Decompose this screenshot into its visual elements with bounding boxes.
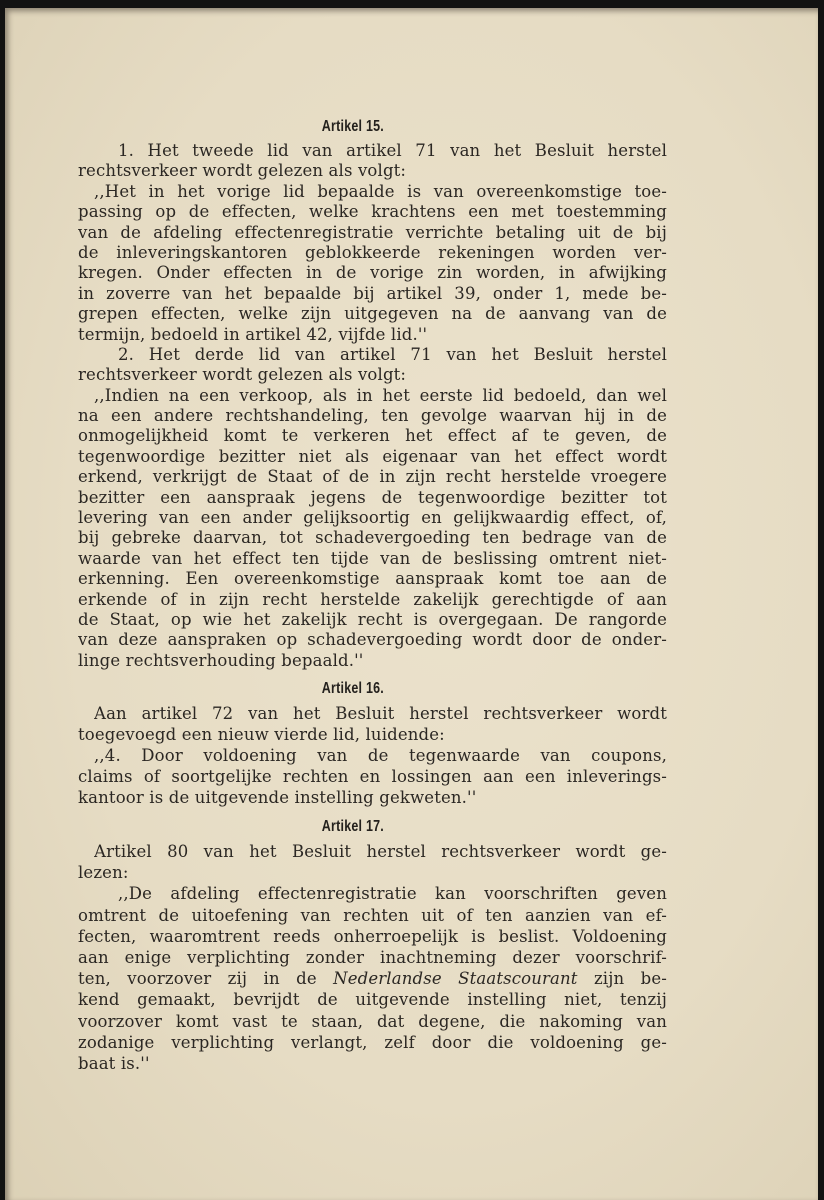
text-line: fecten, waaromtrent reeds onherroepelijk is beslist. Voldoening (78, 926, 667, 946)
text-line: tegenwoordige bezitter niet als eigenaar van het effect wordt (78, 446, 667, 466)
text-line: de inleveringskantoren geblokkeerde rekeningen worden ver- (78, 242, 667, 262)
text-line: termijn, bedoeld in artikel 42, vijfde lid.'' (78, 324, 428, 344)
text-line: onmogelijkheid komt te verkeren het effect af te geven, de (78, 426, 667, 446)
quoted-paragraph (78, 386, 667, 671)
article-heading (78, 116, 627, 136)
paragraph (78, 141, 667, 182)
text-line: Artikel 80 van het Besluit herstel rechtsverkeer wordt ge- (94, 842, 667, 861)
text-line: kend gemaakt, bevrijdt de uitgevende instelling niet, tenzij (78, 990, 667, 1010)
text-line: omtrent de uitoefening van rechten uit of ten aanzien van ef- (78, 905, 667, 925)
article-heading (78, 816, 627, 836)
text-line: erkenning. Een overeenkomstige aanspraak komt toe aan de (78, 569, 667, 589)
text-line: waarde van het effect ten tijde van de beslissing omtrent niet- (78, 548, 667, 568)
article-15 (78, 116, 667, 671)
text-line: grepen effecten, welke zijn uitgegeven na de aanvang van de (78, 304, 667, 324)
scanned-page (5, 8, 818, 1200)
article-heading-text: Artikel 16. (321, 680, 384, 697)
text-line: baat is.'' (78, 1053, 150, 1073)
text-line: 1. Het tweede lid van artikel 71 van het Besluit herstel (118, 141, 667, 160)
article-heading (78, 678, 627, 698)
article-17 (78, 816, 667, 1074)
text-line: linge rechtsverhouding bepaald.'' (78, 650, 364, 670)
text-line: levering van een ander gelijksoortig en gelijkwaardig effect, of, (78, 508, 667, 528)
text-line: lezen: (78, 863, 129, 883)
italic-publication-title: Nederlandse Staatscourant (333, 969, 578, 989)
text-line (78, 968, 667, 989)
text-line: zodanige verplichting verlangt, zelf door die voldoening ge- (78, 1032, 667, 1052)
text-line: van de afdeling effectenregistratie verrichte betaling uit de bij (78, 222, 667, 242)
text-line: rechtsverkeer wordt gelezen als volgt: (78, 365, 407, 385)
text-line: claims of soortgelijke rechten en lossingen aan een inleverings- (78, 767, 667, 786)
text-line: de Staat, op wie het zakelijk recht is overgegaan. De rangorde (78, 609, 667, 629)
text-line: voorzover komt vast te staan, dat degene, die nakoming van (78, 1011, 667, 1031)
text-line: ,,De afdeling effectenregistratie kan voorschriften geven (118, 884, 667, 904)
text-segment: ten, voorzover zij in de (78, 969, 334, 989)
text-line: bezitter een aanspraak jegens de tegenwoordige bezitter tot (78, 487, 667, 507)
text-line: rechtsverkeer wordt gelezen als volgt: (78, 161, 407, 181)
article-heading-text: Artikel 15. (321, 118, 384, 135)
text-segment: zijn be- (577, 969, 667, 989)
text-line: 2. Het derde lid van artikel 71 van het Besluit herstel (118, 344, 667, 364)
text-line: erkend, verkrijgt de Staat of de in zijn recht herstelde vroegere (78, 467, 667, 487)
paragraph (78, 703, 667, 745)
text-line: kregen. Onder effecten in de vorige zin worden, in afwijking (78, 263, 667, 283)
text-line: kantoor is de uitgevende instelling gekweten.'' (78, 788, 477, 807)
quoted-paragraph (78, 182, 667, 345)
text-line: ,,4. Door voldoening van de tegenwaarde van coupons, (94, 746, 667, 765)
text-line: toegevoegd een nieuw vierde lid, luidende: (78, 725, 445, 744)
article-heading-text: Artikel 17. (321, 818, 384, 835)
text-line: na een andere rechtshandeling, ten gevolge waarvan hij in de (78, 406, 667, 426)
paragraph (78, 345, 667, 386)
text-line: bij gebreke daarvan, tot schadevergoeding ten bedrage van de (78, 528, 667, 548)
text-line: in zoverre van het bepaalde bij artikel 39, onder 1, mede be- (78, 283, 667, 303)
article-16 (78, 678, 667, 808)
quoted-paragraph (78, 883, 667, 1074)
text-line: ,,Indien na een verkoop, als in het eerste lid bedoeld, dan wel (94, 385, 667, 405)
paragraph (78, 841, 667, 883)
text-line: van deze aanspraken op schadevergoeding wordt door de onder- (78, 630, 667, 650)
text-line: ,,Het in het vorige lid bepaalde is van overeenkomstige toe- (94, 181, 667, 201)
text-line: erkende of in zijn recht herstelde zakelijk gerechtigde of aan (78, 589, 667, 609)
quoted-paragraph (78, 745, 667, 808)
text-line: aan enige verplichting zonder inachtneming dezer voorschrif- (78, 947, 667, 967)
text-line: passing op de effecten, welke krachtens een met toestemming (78, 202, 667, 222)
text-line: Aan artikel 72 van het Besluit herstel rechtsverkeer wordt (94, 704, 667, 723)
